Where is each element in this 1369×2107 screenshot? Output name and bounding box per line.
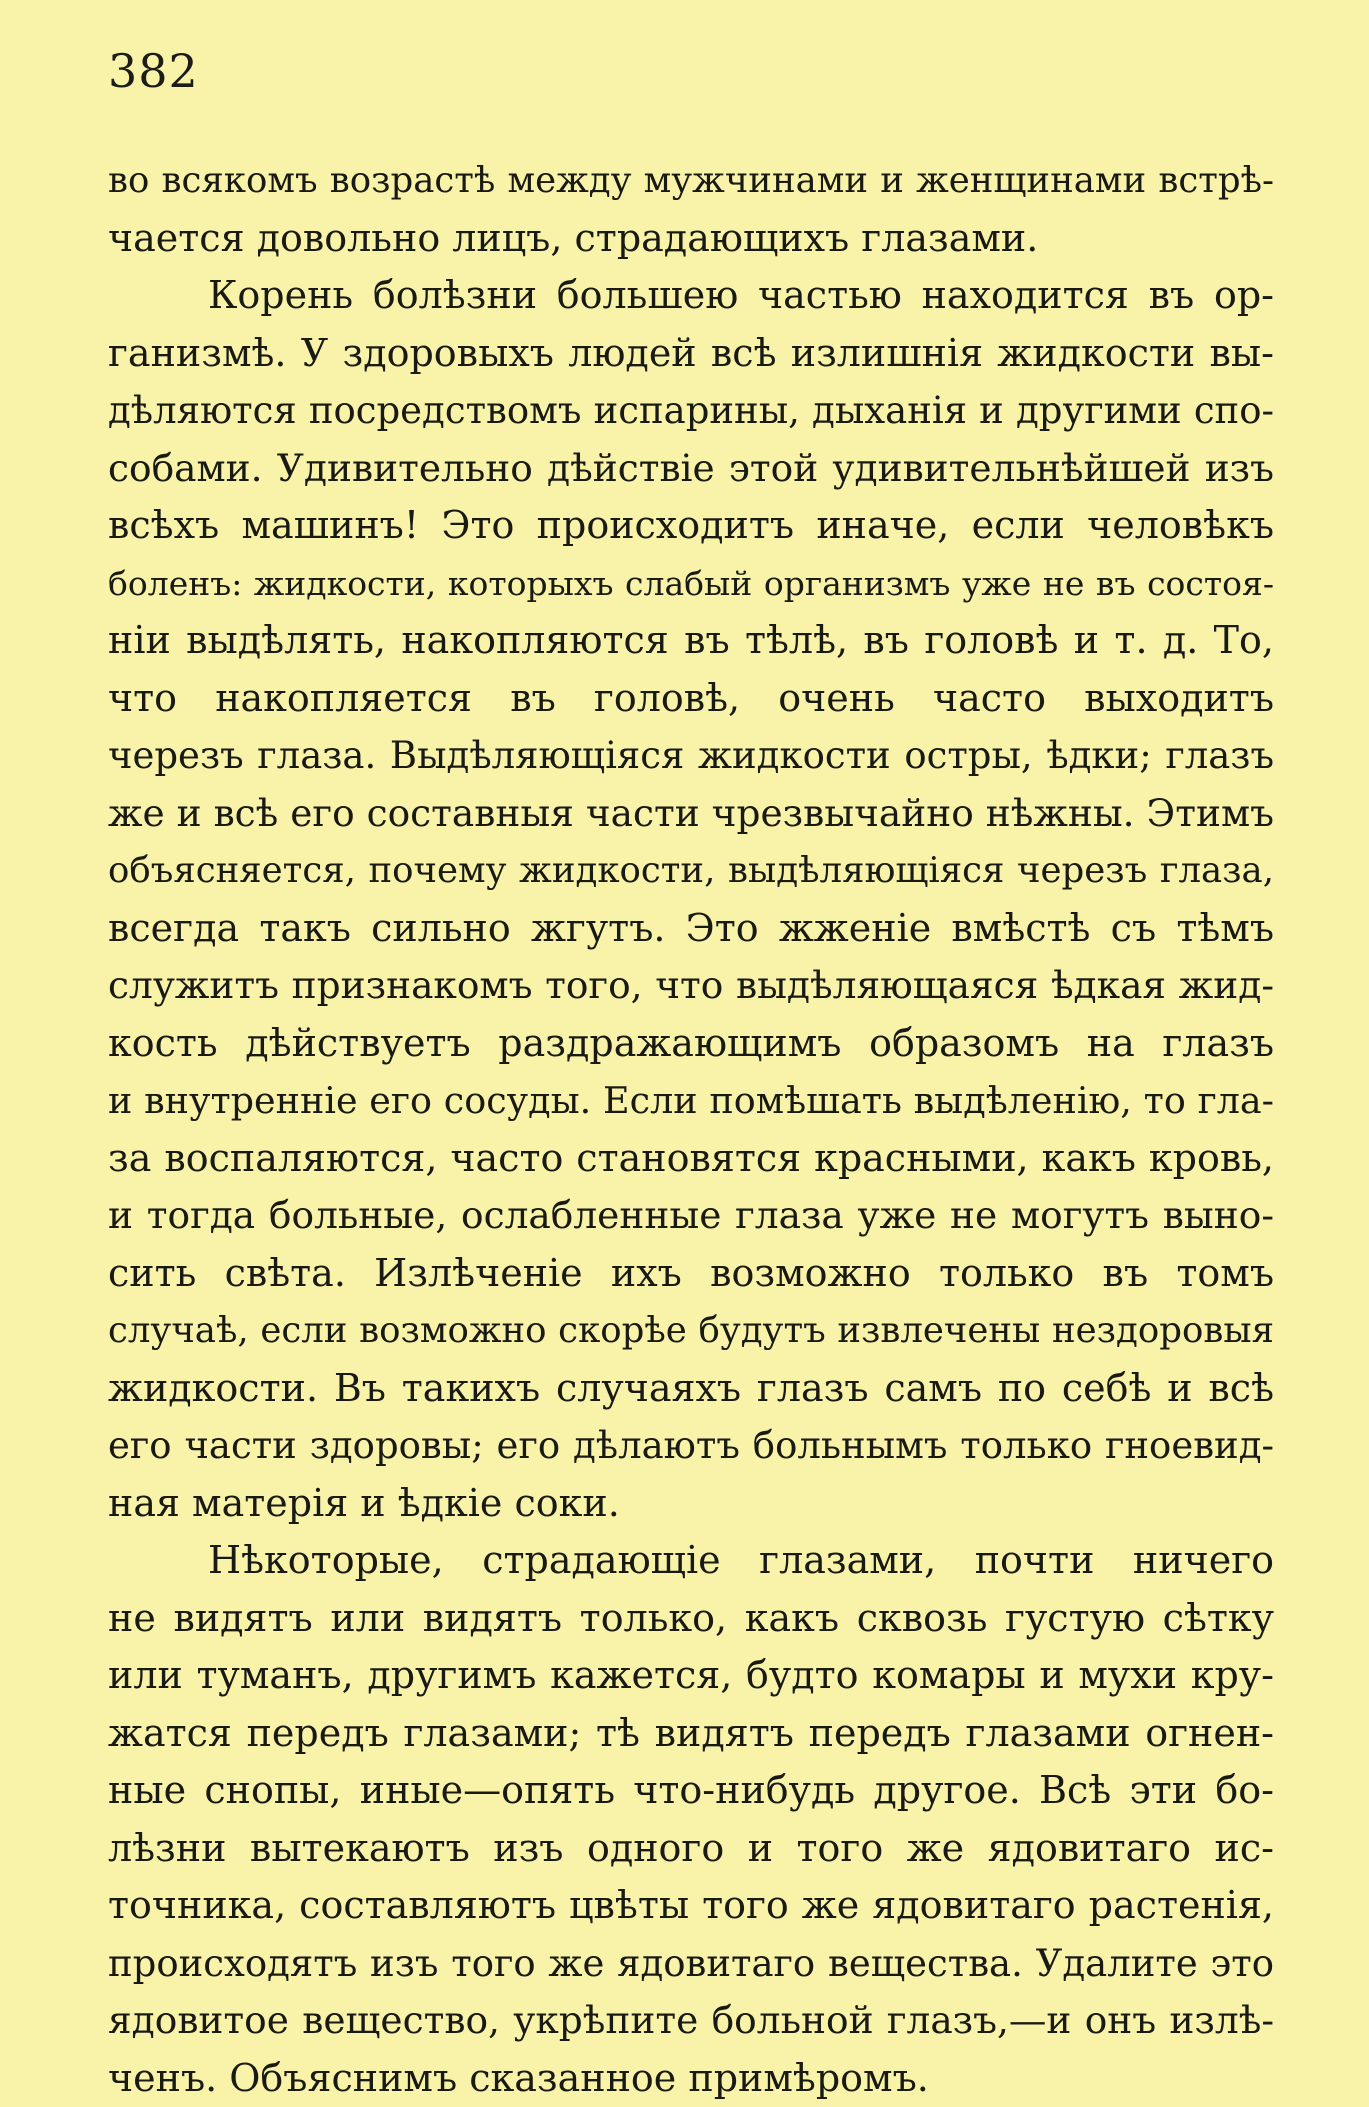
text-line: ядовитое вещество, укрѣпите больной глазъ,—и онъ излѣ-	[108, 1992, 1274, 2050]
text-line: происходятъ изъ того же ядовитаго вещества. Удалите это	[108, 1935, 1274, 1993]
text-line: боленъ: жидкости, которыхъ слабый организмъ уже не въ состоя-	[108, 555, 1274, 613]
paragraph-3	[108, 1532, 1274, 2107]
text-line: служитъ признакомъ того, что выдѣляющаяся ѣдкая жид-	[108, 957, 1274, 1015]
text-line: и тогда больные, ослабленные глаза уже не могутъ выно-	[108, 1187, 1274, 1245]
text-line: всѣхъ машинъ! Это происходитъ иначе, если человѣкъ	[108, 497, 1274, 555]
text-line: черезъ глаза. Выдѣляющіяся жидкости остры, ѣдки; глазъ	[108, 727, 1274, 785]
text-line: кость дѣйствуетъ раздражающимъ образомъ на глазъ	[108, 1015, 1274, 1073]
text-line: жидкости. Въ такихъ случаяхъ глазъ самъ по себѣ и всѣ	[108, 1360, 1274, 1418]
paragraph-2	[108, 267, 1274, 1532]
text-line: всегда такъ сильно жгутъ. Это жженіе вмѣстѣ съ тѣмъ	[108, 900, 1274, 958]
text-line: сить свѣта. Излѣченіе ихъ возможно только въ томъ	[108, 1245, 1274, 1303]
text-line: не видятъ или видятъ только, какъ сквозь густую сѣтку	[108, 1590, 1274, 1648]
text-line: случаѣ, если возможно скорѣе будутъ извлечены нездоровыя	[108, 1302, 1274, 1360]
text-line: ные снопы, иные—опять что-нибудь другое. Всѣ эти бо-	[108, 1762, 1274, 1820]
text-line: точника, составляютъ цвѣты того же ядовитаго растенія,	[108, 1877, 1274, 1935]
text-line: дѣляются посредствомъ испарины, дыханія и другими спо-	[108, 382, 1274, 440]
text-line: объясняется, почему жидкости, выдѣляющіяся черезъ глаза,	[108, 842, 1274, 900]
text-line: за воспаляются, часто становятся красными, какъ кровь,	[108, 1130, 1274, 1188]
text-line: лѣзни вытекаютъ изъ одного и того же ядовитаго ис-	[108, 1820, 1274, 1878]
text-line: же и всѣ его составныя части чрезвычайно нѣжны. Этимъ	[108, 785, 1274, 843]
body-text	[108, 152, 1274, 2107]
text-line: или туманъ, другимъ кажется, будто комары и мухи кру-	[108, 1647, 1274, 1705]
text-line: Нѣкоторые, страдающіе глазами, почти ничего	[108, 1532, 1274, 1590]
text-line: Корень болѣзни большею частью находится въ ор-	[108, 267, 1274, 325]
paragraph-1	[108, 152, 1274, 267]
text-line: собами. Удивительно дѣйствіе этой удивительнѣйшей изъ	[108, 440, 1274, 498]
text-line: ганизмѣ. У здоровыхъ людей всѣ излишнія жидкости вы-	[108, 325, 1274, 383]
text-line: во всякомъ возрастѣ между мужчинами и женщинами встрѣ-	[108, 152, 1274, 210]
text-line: ніи выдѣлять, накопляются въ тѣлѣ, въ головѣ и т. д. То,	[108, 612, 1274, 670]
page-number: 382	[108, 44, 199, 98]
text-line: ная матерія и ѣдкіе соки.	[108, 1475, 1274, 1533]
text-line: что накопляется въ головѣ, очень часто выходитъ	[108, 670, 1274, 728]
text-line: ченъ. Объяснимъ сказанное примѣромъ.	[108, 2050, 1274, 2107]
text-line: и внутренніе его сосуды. Если помѣшать выдѣленію, то гла-	[108, 1072, 1274, 1130]
text-line: чается довольно лицъ, страдающихъ глазами.	[108, 210, 1274, 268]
text-line: его части здоровы; его дѣлаютъ больнымъ только гноевид-	[108, 1417, 1274, 1475]
text-line: жатся передъ глазами; тѣ видятъ передъ глазами огнен-	[108, 1705, 1274, 1763]
